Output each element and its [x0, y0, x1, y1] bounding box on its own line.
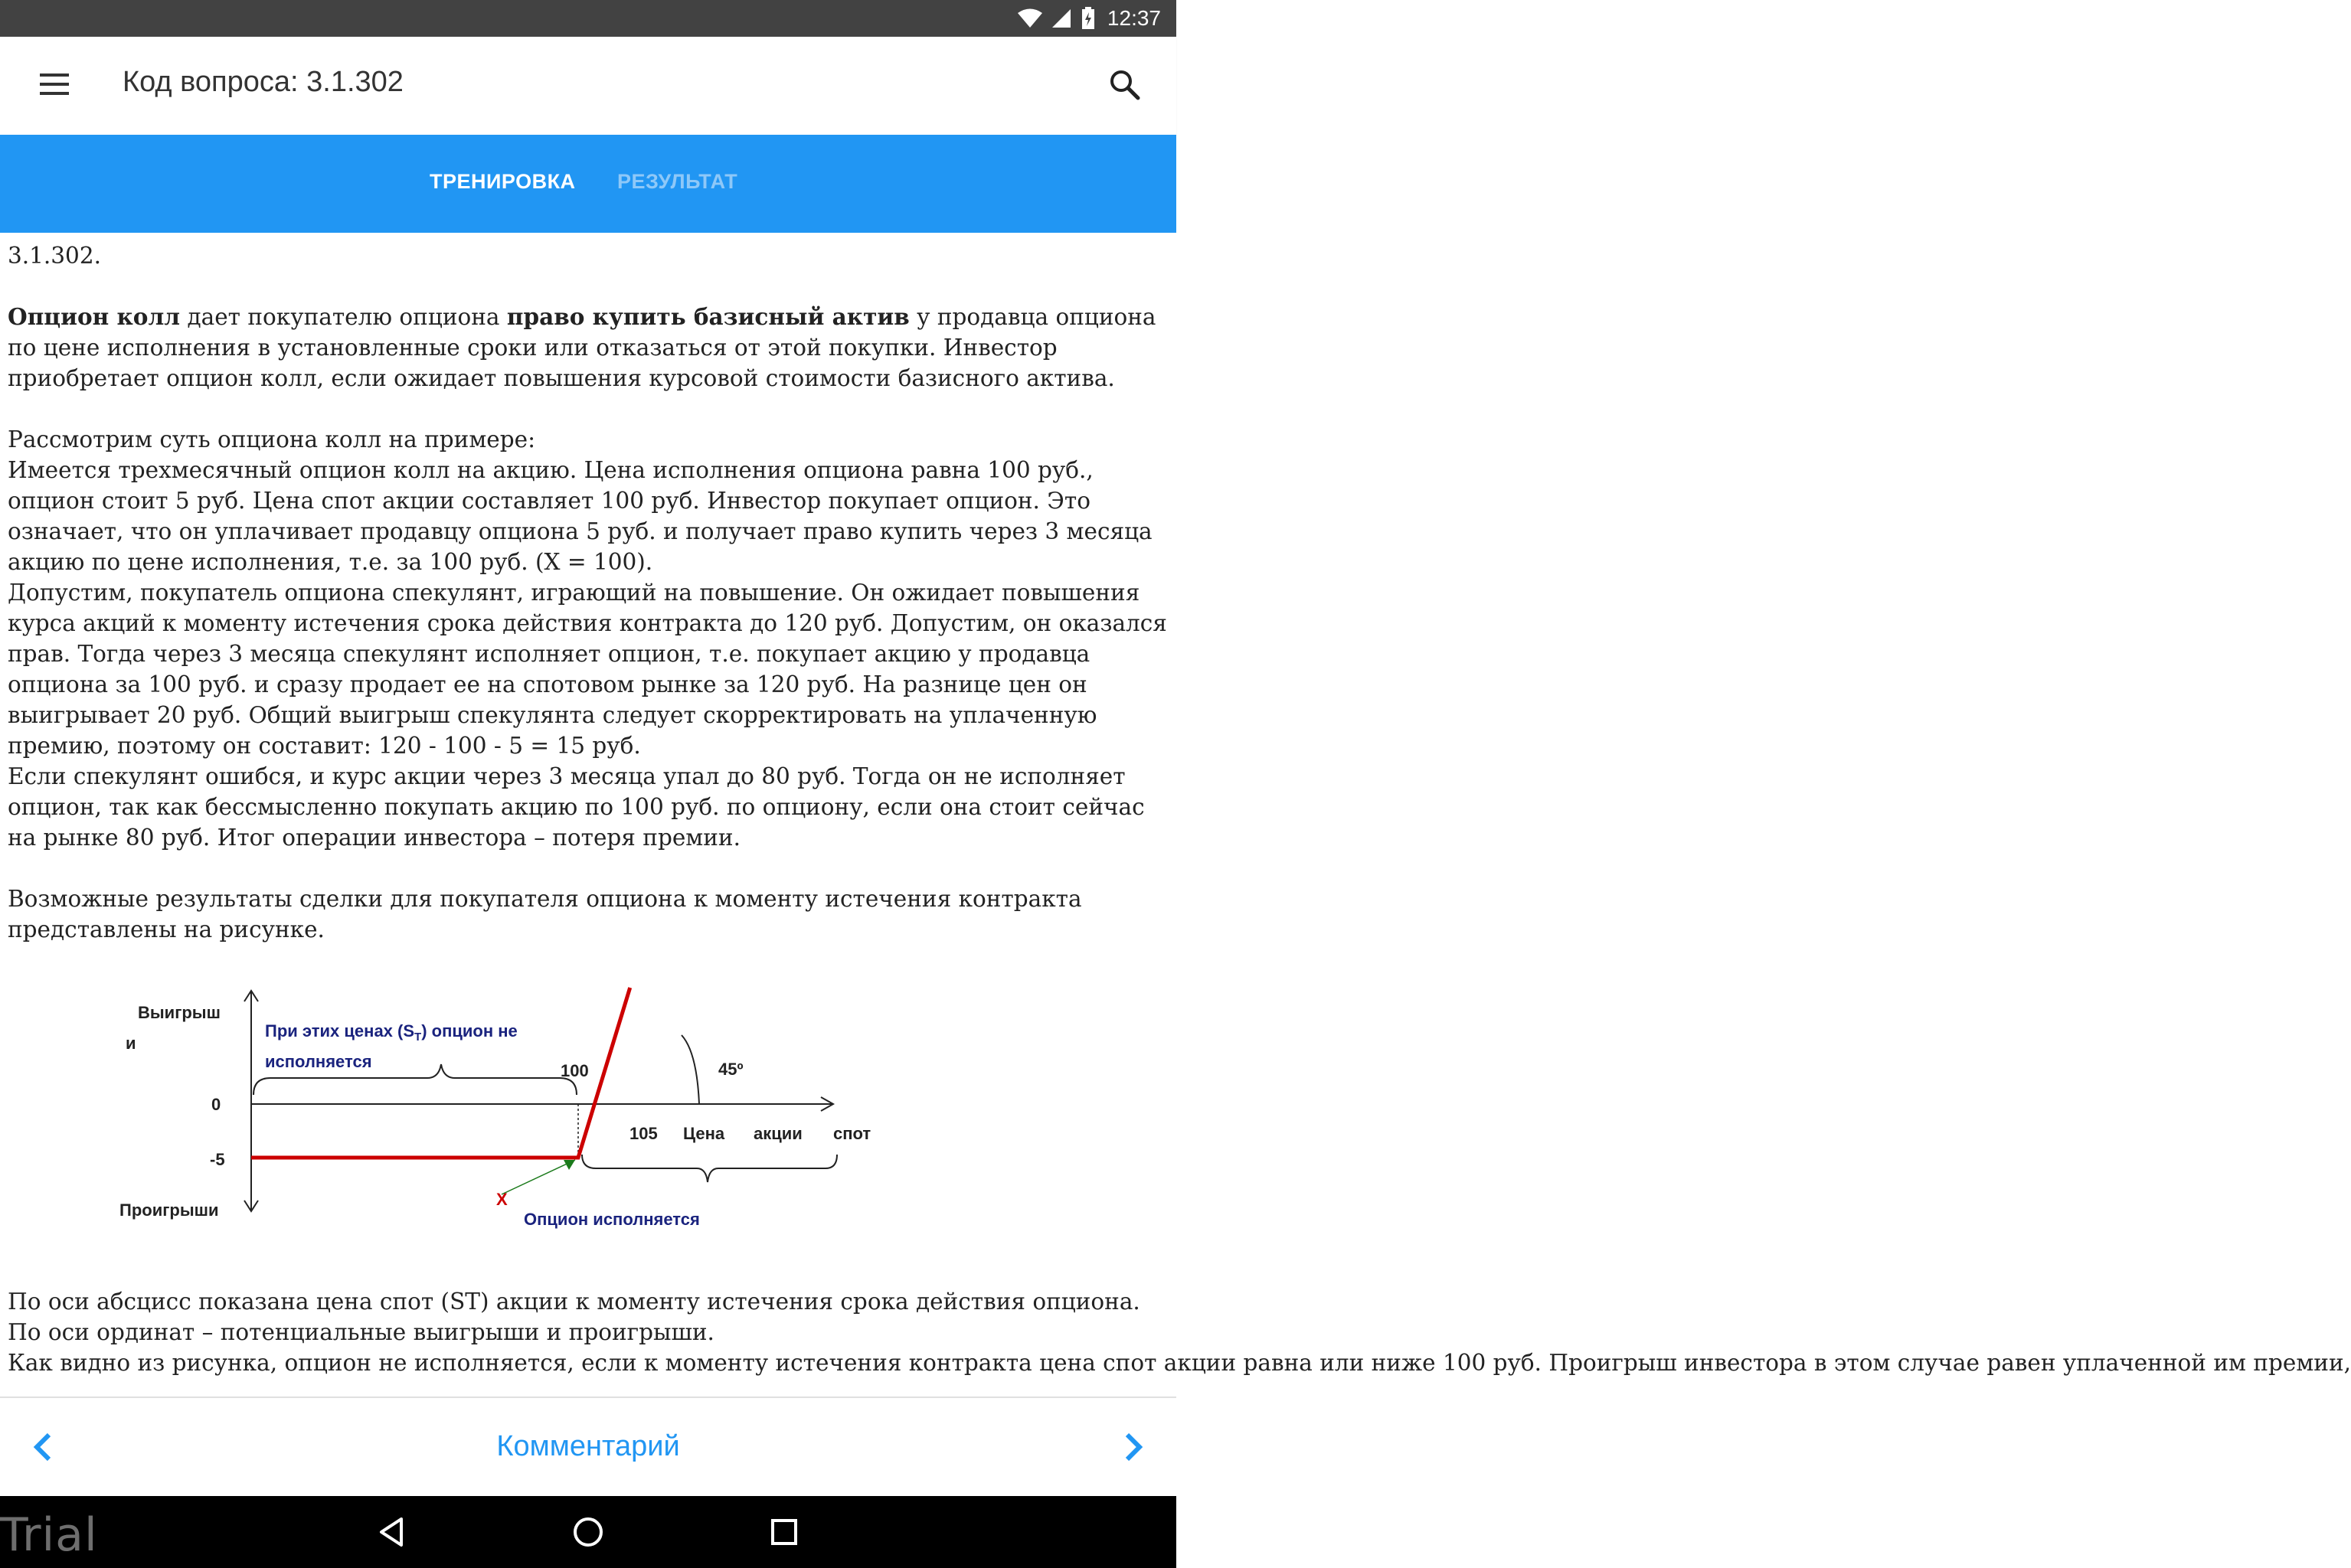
recents-icon[interactable]: [764, 1511, 805, 1553]
status-time: 12:37: [1107, 6, 1161, 30]
label-breakeven-105: 105: [629, 1124, 658, 1143]
bottom-bar: [0, 1398, 1176, 1496]
payoff-chart: [14, 982, 910, 1248]
paragraph-call-option-definition: [8, 302, 1169, 394]
label-not-exercised-line1: [265, 1021, 518, 1044]
label-not-exercised-part1: При этих ценах (S: [265, 1021, 415, 1040]
tab-bar: [0, 135, 1176, 233]
x-label-price: Цена: [683, 1124, 725, 1143]
y-label-loss: Проигрыши: [119, 1200, 219, 1220]
angle-arc: [682, 1035, 699, 1104]
battery-charging-icon: [1081, 7, 1095, 30]
bold-term: право купить базисный актив: [506, 303, 910, 330]
y-tick-minus5: -5: [210, 1150, 225, 1169]
menu-icon[interactable]: [28, 67, 83, 104]
tab-training[interactable]: ТРЕНИРОВКА: [430, 170, 576, 193]
comment-bar: [0, 1430, 1176, 1463]
status-bar: [0, 0, 1176, 37]
status-icons: [1017, 0, 1161, 37]
signal-icon: [1051, 8, 1074, 29]
comment-button[interactable]: Комментарий: [496, 1430, 680, 1462]
label-exercised: Опцион исполняется: [524, 1210, 700, 1229]
app-bar: [0, 37, 1176, 135]
chevron-right-icon[interactable]: [1113, 1427, 1153, 1467]
back-icon[interactable]: [371, 1511, 412, 1553]
tab-result[interactable]: РЕЗУЛЬТАТ: [617, 170, 738, 193]
paragraph-conclusion: Как видно из рисунка, опцион не исполняется, если к моменту истечения контракта цена спот акции равна или ниже 100 руб. Проигрыш инвестора в этом случае равен уплаченной им премии,: [8, 1350, 2351, 1376]
bold-term: Опцион колл: [8, 303, 181, 330]
label-not-exercised-sub: T: [414, 1031, 422, 1044]
paragraph-axes-explanation: По оси абсцисс показана цена спот (ST) акции к моменту истечения срока действия опциона. По оси ординат – потенциальные выигрыши и проигрыши.: [8, 1289, 1140, 1345]
x-label-stock: акции: [754, 1124, 803, 1143]
label-strike-100: 100: [561, 1061, 589, 1080]
label-not-exercised-part2: ) опцион не: [421, 1021, 518, 1040]
trial-watermark: Trial: [0, 1508, 98, 1562]
paragraph-example-intro: Рассмотрим суть опциона колл на примере:: [8, 426, 536, 452]
wifi-icon: [1017, 8, 1043, 29]
strike-marker-x: X: [496, 1190, 508, 1209]
question-code: 3.1.302.: [8, 243, 101, 269]
brace-exercised: [582, 1155, 837, 1182]
text-segment: у продавца опциона по цене исполнения в установленные сроки или отказаться от этой покупки. Инвестор приобретает опцион колл, если ожидает повышения курсовой стоимости базисного актива.: [8, 304, 1156, 391]
label-not-exercised-line2: исполняется: [265, 1052, 372, 1071]
paragraph-speculator-win: Допустим, покупатель опциона спекулянт, играющий на повышение. Он ожидает повышения курса акций к моменту истечения срока действия контракта до 120 руб. Допустим, он оказался прав. Тогда через 3 месяца спекулянт исполняет опцион, т.е. покупает акцию у продавца опциона за 100 руб. и сразу продает ее на спотовом рынке за 120 руб. На разнице цен он выигрывает 20 руб. Общий выигрыш спекулянта следует скорректировать на уплаченную премию, поэтому он составит: 120 - 100 - 5 = 15 руб.: [8, 580, 1167, 759]
y-tick-0: 0: [211, 1095, 221, 1114]
y-label-win: Выигрыш: [138, 1003, 221, 1022]
angle-label: 45º: [718, 1060, 744, 1079]
search-icon[interactable]: [1106, 66, 1146, 106]
paragraph-speculator-loss: Если спекулянт ошибся, и курс акции через 3 месяца упал до 80 руб. Тогда он не исполняет опцион, так как бессмысленно покупать акцию по 100 руб. по опциону, если она стоит сейчас на рынке 80 руб. Итог операции инвестора – потеря премии.: [8, 763, 1145, 851]
strike-pointer-line: [502, 1160, 575, 1194]
paragraph-example: Имеется трехмесячный опцион колл на акцию. Цена исполнения опциона равна 100 руб., опцион стоит 5 руб. Цена спот акции составляет 100 руб. Инвестор покупает опцион. Это означает, что он уплачивает продавцу опциона 5 руб. и получает право купить через 3 месяца акцию по цене исполнения, т.е. за 100 руб. (X = 100).: [8, 457, 1153, 575]
text-segment: дает покупателю опциона: [180, 304, 507, 330]
payoff-figure: [14, 982, 910, 1248]
page-title: Код вопроса: 3.1.302: [123, 66, 404, 98]
system-nav-bar: [0, 1496, 1176, 1568]
paragraph-figure-intro: Возможные результаты сделки для покупателя опциона к моменту истечения контракта представлены на рисунке.: [8, 886, 1082, 942]
home-icon[interactable]: [567, 1511, 609, 1553]
x-label-spot: спот: [833, 1124, 871, 1143]
y-label-and: и: [126, 1034, 136, 1053]
question-content[interactable]: [0, 233, 2351, 1396]
